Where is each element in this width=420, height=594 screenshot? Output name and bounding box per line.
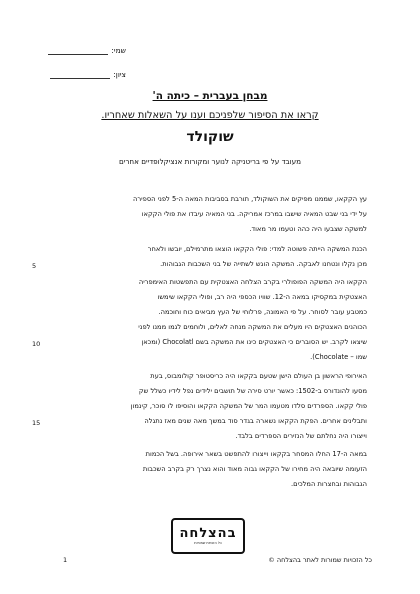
text-line: כמטבע עובר לסוחר. על פי האמונה, פרלוחי של העץ מביאים כוח וחוכמה. [158,308,367,316]
text-line: הכוהנים האצטקים היו מעלים את המשקה מנחה לאלים, ולוחמים לגמו ממנו לפני [138,323,367,331]
text-line: ותבלינים אחרים. הפקת הקקאו נשארה בגדר סוד במשך מאה שנים מאז נתגלה [144,417,367,425]
text-line: פולי קקאו. הספרדים סלדו מטעמו המר של המשקה הקקאו והוסיפו לו סוכר, קינמון [130,402,367,410]
story-title: שוקולד [186,129,234,145]
exam-title: מבחן בעברית – כיתה ה' [152,90,268,102]
logo-subtext: כל הזכויות שמורות [194,541,222,545]
text-line: הקקאו היה המשקה הפופולרי בקרב הצלחה האצטקית עם התפשטות האימפריה [138,278,367,286]
name-blank-line [48,46,108,55]
text-line: האירופי הראשון בן העולם הישן שטעם בקקאו היה כריסטופר קולומבוס, בעת [150,372,367,380]
text-line: למשקה שצבעו היה כהה וטעמו מר מאוד. [249,225,367,233]
grade-blank-line [50,70,110,79]
line-number: 10 [32,340,41,348]
name-field [48,46,126,55]
instruction: קראו את הסיפור שלפניכם וענו על השאלות שאחריו. [101,110,319,121]
text-line: על ידי בני שבט המאיה שישבו במרכז אמריקה. בני המאיה עיבדו את פולי הקקאו [141,210,367,218]
grade-label: ציון: [113,70,126,79]
copyright-footer: כל הזכויות שמורות לאתר בהצלחה © [268,556,372,564]
logo-text: בהצלחה [179,526,237,541]
text-line: הזעומה שיובאה היה מחירו של הקקאו גבוה מאוד והוא נצרך רק בקרב השכבות [142,465,367,473]
text-line: עץ הקקאו, שממנו מפיקים את השוקולד, תורבת בסביבות המאה ה-5 לפני הספירה [133,195,367,203]
text-line: האצטקית במקסיקו במאה ה-12. שוויו הכספי היה רב, ופולי הקקאו שימשו [157,293,367,301]
text-line: וייצורו היה נחלתם של הנזירים הספרדים בלבד. [235,432,367,440]
text-line: הכנת המשקה הייתה פשוטה למדי: פולי הקקאו הוצאו מתרמילם, יובשו ולאחר [147,245,367,253]
behatzlacha-logo [171,518,245,554]
text-line: במאה ה-17 החלו המסחר בקקאו וייצורו להתפשט בשאר אירופה. בשל הכמות [145,450,367,458]
page-number: 1 [63,556,68,564]
text-line: מכן נקלו ונטחנו לאבקה. המשקה הוגש לשתייה של בני השכבות הגבוהות. [160,260,367,268]
name-label: שמי: [111,46,126,55]
text-line: שיצאו לקרב. יש הסוברים כי האצטקים כינו את המשקה בשם Chocolatl (ומכאן [141,338,367,346]
grade-field [50,70,126,79]
line-number: 5 [32,262,37,270]
text-line: שמו – Chocolate). [310,353,367,361]
source-line: מעובד על פי בריטניקה לנוער ומקורות אנציקלופדיים אחרים [119,157,301,166]
line-number: 15 [32,419,41,427]
text-line: מסעו להונדורס ב-1502: כאשר יורט סירה של תושבים ילידים נפל לידיו כשלל שק [138,387,367,395]
text-line: הגבוהות ובחצרות המלכים. [291,480,367,488]
